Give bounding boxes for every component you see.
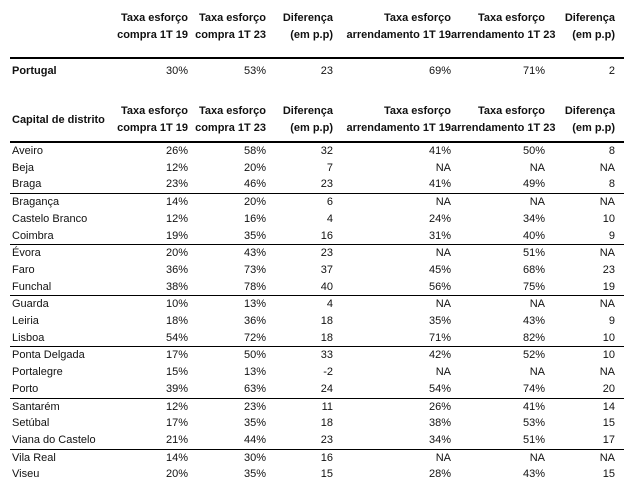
- value-cell: 72%: [188, 330, 266, 347]
- value-cell: NA: [529, 298, 545, 311]
- table-row: [10, 58, 624, 81]
- value-cell: 36%: [243, 315, 266, 328]
- value-cell: 12%: [165, 161, 188, 174]
- value-cell: 11: [321, 400, 333, 413]
- value-cell: 82%: [451, 330, 545, 347]
- value-cell: NA: [529, 366, 545, 379]
- row-label: Lisboa: [10, 330, 112, 347]
- value-cell: -2: [323, 366, 333, 379]
- row-label: Santarém: [12, 400, 60, 413]
- value-cell: 50%: [243, 349, 266, 362]
- value-cell: 41%: [333, 176, 451, 193]
- value-cell: 51%: [451, 432, 545, 449]
- value-cell: 44%: [188, 432, 266, 449]
- table-row: [10, 211, 624, 228]
- value-cell: 68%: [522, 263, 545, 276]
- value-cell: 15: [320, 468, 333, 481]
- column-header: [112, 103, 188, 142]
- table-row: [10, 228, 624, 245]
- column-header: [266, 6, 333, 58]
- value-cell: 28%: [428, 468, 451, 481]
- value-cell: 26%: [428, 400, 451, 413]
- column-header-line: arrendamento 1T 19: [346, 122, 451, 134]
- value-cell: 6: [326, 196, 333, 209]
- value-cell: 23: [320, 247, 333, 260]
- value-cell: 54%: [112, 330, 188, 347]
- value-cell: 49%: [451, 176, 545, 193]
- value-cell: 75%: [451, 279, 545, 296]
- value-cell: 4: [326, 212, 333, 225]
- value-cell: 53%: [243, 65, 266, 77]
- district-table-head: [10, 103, 624, 142]
- value-cell: 20%: [243, 161, 266, 174]
- header-row: [10, 6, 624, 58]
- column-header-line: arrendamento 1T 19: [346, 29, 451, 41]
- value-cell: 24%: [428, 212, 451, 225]
- table-row: [10, 398, 624, 415]
- value-cell: 18%: [165, 315, 188, 328]
- value-cell: 35%: [243, 468, 266, 481]
- value-cell: 35%: [428, 315, 451, 328]
- row-label: Leiria: [12, 315, 39, 328]
- column-header: [545, 6, 624, 58]
- value-cell: 20: [545, 381, 624, 398]
- value-cell: 13%: [243, 366, 266, 379]
- column-header-line: Taxa esforço: [120, 105, 188, 117]
- column-header-line: compra 1T 19: [117, 122, 188, 134]
- row-label: Setúbal: [12, 417, 50, 430]
- column-header-line: Diferença: [282, 105, 333, 117]
- value-cell: 69%: [428, 65, 451, 77]
- value-cell: 21%: [112, 432, 188, 449]
- column-header: [112, 6, 188, 58]
- value-cell: 8: [545, 176, 624, 193]
- table-row: [10, 176, 624, 193]
- value-cell: 30%: [165, 65, 188, 77]
- column-header-line: (em p.p): [572, 122, 615, 134]
- value-cell: 23%: [112, 176, 188, 193]
- table-row: [10, 466, 624, 483]
- column-header-line: Taxa esforço: [383, 105, 451, 117]
- value-cell: 15: [602, 417, 615, 430]
- column-header-line: compra 1T 19: [117, 29, 188, 41]
- value-cell: NA: [599, 196, 615, 209]
- value-cell: NA: [435, 366, 451, 379]
- value-cell: NA: [599, 298, 615, 311]
- value-cell: 37: [320, 263, 333, 276]
- corner-header: Capital de distrito: [10, 103, 112, 142]
- value-cell: 16: [266, 228, 333, 245]
- table-row: [10, 142, 624, 160]
- value-cell: 73%: [243, 263, 266, 276]
- row-label: Bragança: [12, 196, 60, 209]
- value-cell: 14: [602, 400, 615, 413]
- column-header-line: Taxa esforço: [120, 12, 188, 24]
- portugal-summary-table: [10, 6, 624, 81]
- value-cell: 15: [602, 468, 615, 481]
- row-label: Viana do Castelo: [10, 432, 112, 449]
- value-cell: 41%: [428, 145, 451, 157]
- value-cell: 10: [602, 212, 615, 225]
- value-cell: 23%: [243, 400, 266, 413]
- value-cell: 9: [545, 228, 624, 245]
- value-cell: 24: [266, 381, 333, 398]
- row-label: Guarda: [12, 298, 49, 311]
- column-header: [451, 103, 556, 142]
- column-header-line: compra 1T 23: [195, 29, 266, 41]
- value-cell: NA: [599, 451, 615, 464]
- value-cell: NA: [599, 247, 615, 260]
- column-header-line: (em p.p): [572, 29, 615, 41]
- district-capitals-table: [10, 103, 624, 483]
- value-cell: 23: [320, 65, 333, 77]
- row-label: Portugal: [12, 65, 57, 77]
- value-cell: NA: [435, 298, 451, 311]
- value-cell: 16%: [243, 212, 266, 225]
- table-row: [10, 432, 624, 449]
- value-cell: 17%: [165, 349, 188, 362]
- value-cell: 54%: [333, 381, 451, 398]
- value-cell: 34%: [522, 212, 545, 225]
- column-header-line: arrendamento 1T 23: [451, 29, 556, 41]
- header-row: [10, 103, 624, 142]
- district-table-body: [10, 142, 624, 483]
- table-row: [10, 364, 624, 381]
- value-cell: 19%: [112, 228, 188, 245]
- value-cell: 39%: [112, 381, 188, 398]
- column-header-line: Diferença: [564, 105, 615, 117]
- value-cell: 2: [608, 65, 615, 77]
- column-header-line: Diferença: [282, 12, 333, 24]
- value-cell: 23: [266, 432, 333, 449]
- table-row: [10, 330, 624, 347]
- value-cell: NA: [599, 161, 615, 174]
- value-cell: 12%: [165, 212, 188, 225]
- value-cell: 51%: [522, 247, 545, 260]
- value-cell: 38%: [428, 417, 451, 430]
- column-header-line: Taxa esforço: [198, 12, 266, 24]
- value-cell: 71%: [522, 65, 545, 77]
- column-header-line: (em p.p): [290, 29, 333, 41]
- value-cell: 78%: [188, 279, 266, 296]
- value-cell: 18: [266, 330, 333, 347]
- row-label: Castelo Branco: [12, 212, 88, 225]
- value-cell: 9: [608, 315, 615, 328]
- column-header-line: Taxa esforço: [477, 105, 545, 117]
- value-cell: NA: [435, 161, 451, 174]
- value-cell: NA: [529, 161, 545, 174]
- value-cell: 71%: [333, 330, 451, 347]
- value-cell: 23: [266, 176, 333, 193]
- value-cell: 34%: [333, 432, 451, 449]
- value-cell: 33: [320, 349, 333, 362]
- value-cell: 53%: [522, 417, 545, 430]
- value-cell: NA: [435, 451, 451, 464]
- value-cell: 16: [320, 451, 333, 464]
- table-row: [10, 415, 624, 432]
- table-row: [10, 245, 624, 262]
- value-cell: 20%: [165, 247, 188, 260]
- column-header: [545, 103, 624, 142]
- column-header: [188, 103, 266, 142]
- value-cell: 17%: [165, 417, 188, 430]
- value-cell: 15%: [165, 366, 188, 379]
- table-row: [10, 449, 624, 466]
- table-row: [10, 194, 624, 211]
- table-row: [10, 262, 624, 279]
- value-cell: 17: [545, 432, 624, 449]
- portugal-table-body: [10, 58, 624, 81]
- column-header-line: compra 1T 23: [195, 122, 266, 134]
- corner-header: [10, 6, 112, 58]
- value-cell: 18: [320, 315, 333, 328]
- value-cell: 36%: [165, 263, 188, 276]
- value-cell: 45%: [428, 263, 451, 276]
- table-row: [10, 313, 624, 330]
- value-cell: 50%: [522, 145, 545, 157]
- column-header-line: (em p.p): [290, 122, 333, 134]
- column-header-line: Taxa esforço: [477, 12, 545, 24]
- value-cell: 35%: [243, 417, 266, 430]
- row-label: Coimbra: [10, 228, 112, 245]
- table-row: [10, 279, 624, 296]
- value-cell: 40: [266, 279, 333, 296]
- row-label: Ponta Delgada: [12, 349, 85, 362]
- value-cell: 40%: [451, 228, 545, 245]
- row-label: Aveiro: [12, 145, 43, 157]
- column-header-line: arrendamento 1T 23: [451, 122, 556, 134]
- value-cell: 63%: [188, 381, 266, 398]
- value-cell: NA: [529, 196, 545, 209]
- row-label: Viseu: [12, 468, 40, 481]
- column-header-line: Taxa esforço: [383, 12, 451, 24]
- value-cell: 30%: [243, 451, 266, 464]
- value-cell: NA: [435, 247, 451, 260]
- value-cell: NA: [435, 196, 451, 209]
- value-cell: 10%: [165, 298, 188, 311]
- value-cell: 43%: [522, 315, 545, 328]
- value-cell: NA: [599, 366, 615, 379]
- row-label: Funchal: [10, 279, 112, 296]
- row-label: Portalegre: [12, 366, 63, 379]
- value-cell: 7: [326, 161, 333, 174]
- column-header: [188, 6, 266, 58]
- value-cell: 43%: [522, 468, 545, 481]
- value-cell: 23: [602, 263, 615, 276]
- value-cell: 35%: [188, 228, 266, 245]
- value-cell: 14%: [165, 196, 188, 209]
- table-row: [10, 347, 624, 364]
- value-cell: 18: [320, 417, 333, 430]
- value-cell: NA: [529, 451, 545, 464]
- row-label: Porto: [10, 381, 112, 398]
- table-row: [10, 296, 624, 313]
- value-cell: 32: [320, 145, 333, 157]
- value-cell: 26%: [165, 145, 188, 157]
- value-cell: 42%: [428, 349, 451, 362]
- value-cell: 46%: [188, 176, 266, 193]
- row-label: Braga: [10, 176, 112, 193]
- row-label: Vila Real: [12, 451, 56, 464]
- table-row: [10, 160, 624, 177]
- column-header-line: Diferença: [564, 12, 615, 24]
- column-header: [333, 6, 451, 58]
- value-cell: 74%: [451, 381, 545, 398]
- column-header: [266, 103, 333, 142]
- value-cell: 19: [545, 279, 624, 296]
- portugal-table-head: [10, 6, 624, 58]
- column-header-line: Taxa esforço: [198, 105, 266, 117]
- column-header: [333, 103, 451, 142]
- value-cell: 56%: [333, 279, 451, 296]
- row-label: Faro: [12, 263, 35, 276]
- value-cell: 20%: [165, 468, 188, 481]
- value-cell: 12%: [165, 400, 188, 413]
- row-label: Beja: [12, 161, 35, 174]
- value-cell: 4: [326, 298, 333, 311]
- value-cell: 43%: [243, 247, 266, 260]
- value-cell: 52%: [522, 349, 545, 362]
- value-cell: 58%: [243, 145, 266, 157]
- value-cell: 10: [545, 330, 624, 347]
- value-cell: 8: [608, 145, 615, 157]
- value-cell: 10: [602, 349, 615, 362]
- value-cell: 38%: [112, 279, 188, 296]
- value-cell: 14%: [165, 451, 188, 464]
- table-row: [10, 381, 624, 398]
- value-cell: 20%: [243, 196, 266, 209]
- value-cell: 13%: [243, 298, 266, 311]
- row-label: Évora: [12, 247, 41, 260]
- value-cell: 31%: [333, 228, 451, 245]
- value-cell: 41%: [522, 400, 545, 413]
- column-header: [451, 6, 556, 58]
